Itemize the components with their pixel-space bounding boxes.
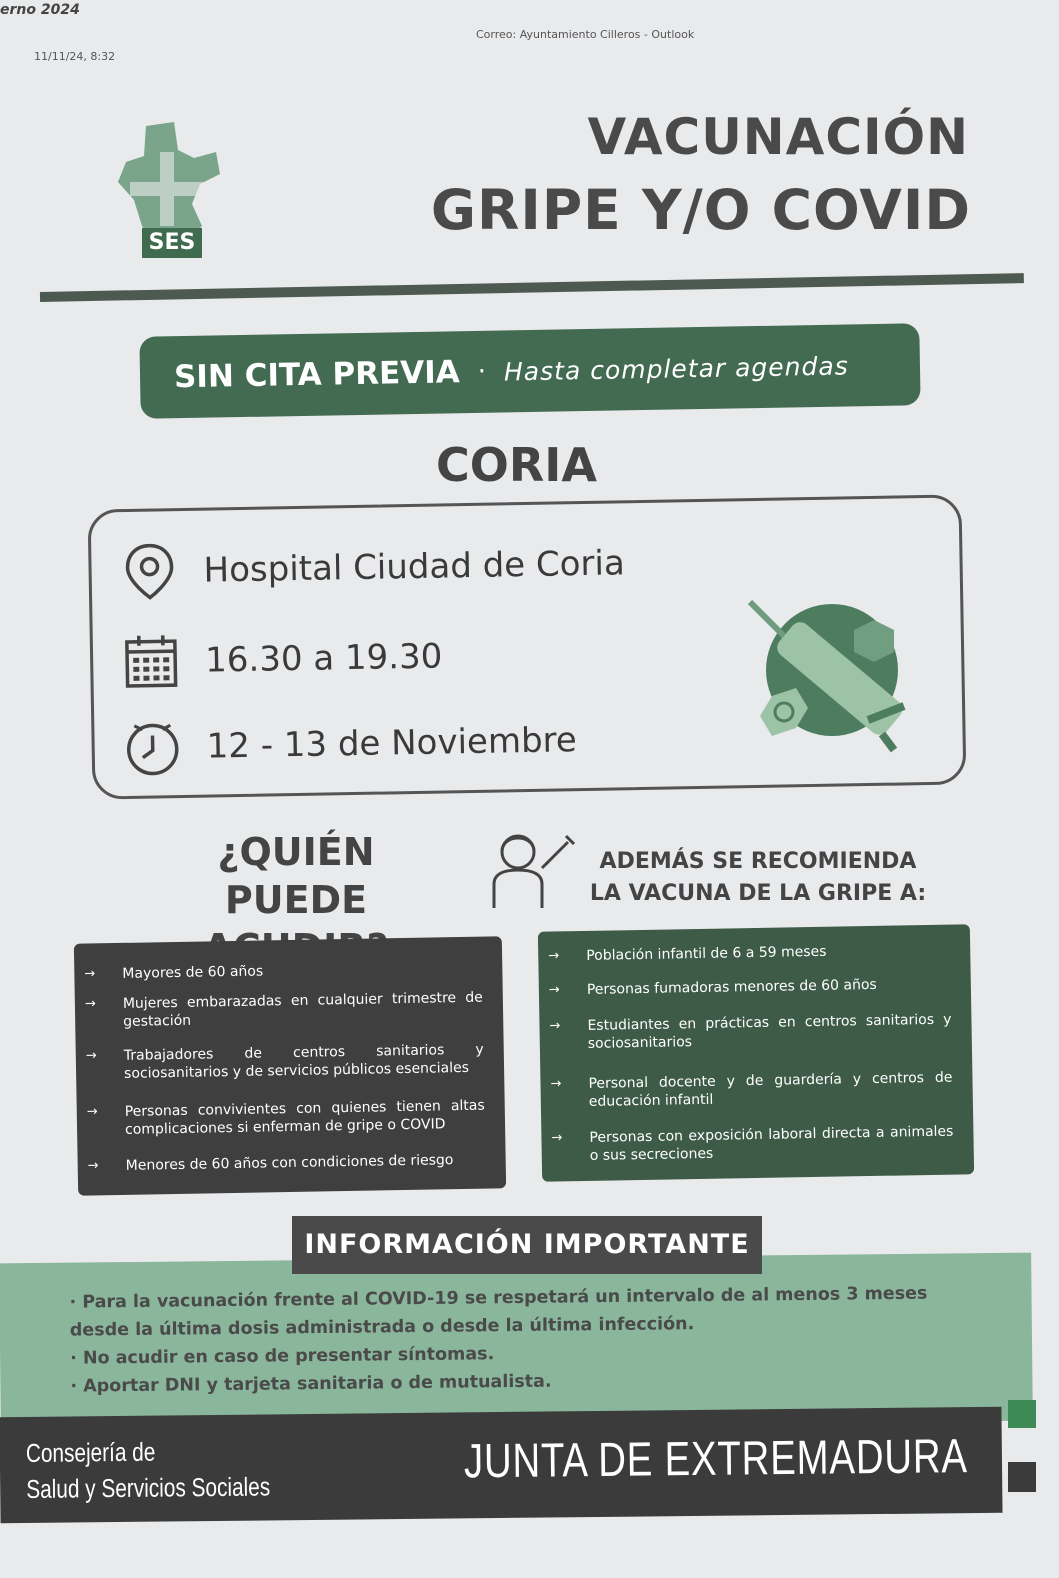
arrow-icon: → [548,982,560,998]
list-item [77,1097,486,1140]
list-item-text: Personas con exposición laboral directa a animales o sus secreciones [589,1123,954,1164]
footer-corner-mark [1008,1400,1036,1428]
print-corner-text: erno 2024 [0,2,80,18]
footer-bar [0,1407,1003,1523]
arrow-icon: → [87,1158,99,1174]
no-appointment-banner [139,323,920,419]
department-line-1: Consejería de [25,1436,156,1468]
town-name: CORIA [436,438,597,492]
place-row [91,533,625,602]
important-info-box [0,1253,1033,1432]
list-item-text: Menores de 60 años con condiciones de riesgo [125,1152,454,1174]
also-recommended-heading [588,846,928,910]
arrow-icon: → [84,966,96,982]
ses-badge: SES [142,228,202,258]
arrow-icon: → [85,1048,97,1064]
title-line-1: VACUNACIÓN [587,108,969,166]
time-row [93,626,443,692]
important-line: · Para la vacunación frente al COVID-19 se respetará un intervalo de al menos 3 meses desde la última dosis administrada o desde la última infección. [69,1283,928,1341]
list-item-text: Trabajadores de centros sanitarios y sociosanitarios y de servicios públicos esenciales [123,1041,484,1082]
list-item-text: Población infantil de 6 a 59 meses [586,943,827,964]
calendar-icon [121,631,182,692]
list-item-text: Personas convivientes con quienes tienen altas complicaciones si enferman de gripe o COVID [124,1097,485,1138]
divider [40,273,1024,302]
list-item-text: Personal docente y de guardería y centros de educación infantil [588,1069,953,1110]
list-item [76,1041,485,1084]
place-text: Hospital Ciudad de Coria [203,543,626,591]
print-timestamp: 11/11/24, 8:32 [34,50,116,63]
government-name: JUNTA DE EXTREMADURA [463,1430,969,1489]
banner-sub: Hasta completar agendas [503,350,849,386]
important-info-heading: INFORMACIÓN IMPORTANTE [292,1216,762,1274]
list-item [541,1123,954,1166]
department-line-2: Salud y Servicios Sociales [26,1471,271,1504]
banner-main: SIN CITA PREVIA [173,354,461,396]
list-item-text: Estudiantes en prácticas en centros sanitarios y sociosanitarios [587,1011,952,1052]
list-item-text: Personas fumadoras menores de 60 años [586,976,877,998]
arrow-icon: → [551,1130,563,1146]
also-list [538,924,974,1182]
department-name [26,1432,271,1507]
date-row [94,710,577,778]
list-item-text: Mujeres embarazadas en cualquier trimestre de gestación [122,989,483,1030]
important-line: · Aportar DNI y tarjeta sanitaria o de mutualista. [70,1371,552,1397]
location-pin-icon [119,541,180,602]
list-item [539,975,951,1000]
arrow-icon: → [549,1018,561,1034]
nurse-with-syringe-icon [490,824,576,910]
arrow-icon: → [550,1076,562,1092]
vaccine-syringe-icon [744,600,914,760]
list-item [539,1011,952,1054]
arrow-icon: → [84,996,96,1012]
also-title-line-2: LA VACUNA DE LA GRIPE A: [589,881,927,906]
arrow-icon: → [548,948,560,964]
list-item [74,959,482,984]
also-title-line-1: ADEMÁS SE RECOMIENDA [599,849,917,874]
list-item [540,1069,953,1112]
footer-corner-mark [1008,1462,1036,1492]
who-list [74,936,506,1195]
arrow-icon: → [86,1104,98,1120]
banner-separator: · [477,356,487,387]
list-item [75,989,484,1032]
list-item [538,941,950,966]
who-title-line-1: ¿QUIÉN PUEDE [217,830,375,922]
important-line: · No acudir en caso de presentar síntomas. [70,1344,495,1369]
list-item-text: Mayores de 60 años [122,963,264,982]
mail-source-header: Correo: Ayuntamiento Cilleros - Outlook [476,28,695,41]
list-item [78,1151,486,1176]
date-text: 12 - 13 de Noviembre [206,720,578,767]
clock-icon [122,717,183,778]
time-text: 16.30 a 19.30 [204,636,443,681]
title-line-2: GRIPE Y/O COVID [430,178,971,242]
